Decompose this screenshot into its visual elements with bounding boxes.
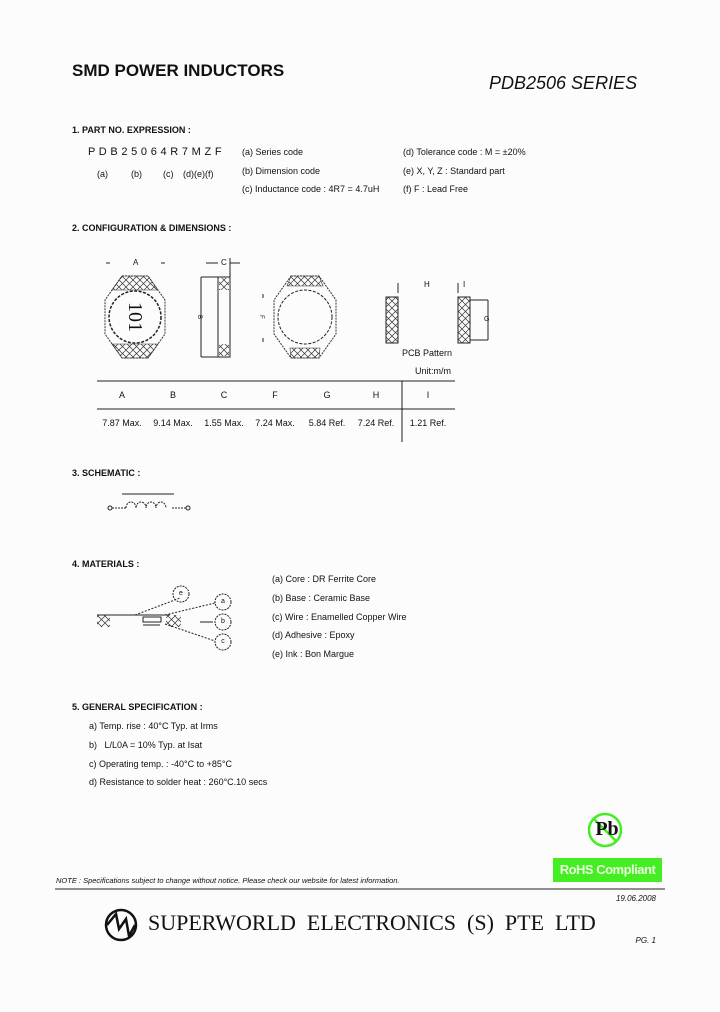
material-item: (d) Adhesive : Epoxy [272,630,355,640]
dim-label-h: H [424,280,430,289]
table-header: I [426,390,430,400]
table-cell: 5.84 Ref. [308,418,346,428]
document-title: SMD POWER INDUCTORS [72,61,285,80]
marker-def: (d)(e)(f) [183,169,214,179]
material-item: (b) Base : Ceramic Base [272,593,371,603]
desc-f: (f) F : Lead Free [403,184,469,194]
marker-c: (c) [163,169,174,179]
table-header: H [372,390,380,400]
callout-c: c [221,638,225,645]
section-heading-spec: 5. GENERAL SPECIFICATION : [72,702,203,712]
table-header: F [272,390,278,400]
material-item: (c) Wire : Enamelled Copper Wire [272,612,407,622]
marker-a: (a) [97,169,108,179]
table-header: C [220,390,228,400]
inductor-schematic-symbol [108,494,190,510]
table-header: A [118,390,126,400]
desc-b: (b) Dimension code [242,166,321,176]
bottom-view-drawing [263,276,336,358]
footer-note: NOTE : Specifications subject to change without notice. Please check our website for latest information. [56,876,400,885]
table-cell: 7.24 Max. [255,418,295,428]
callout-b: b [221,618,225,625]
table-cell: 7.87 Max. [102,418,142,428]
side-view-drawing [201,258,240,357]
table-cell: 7.24 Ref. [357,418,395,428]
dim-label-b: B [196,314,203,320]
material-item: (e) Ink : Bon Margue [272,649,355,659]
spec-item: b) L/L0A = 10% Typ. at Isat [89,740,203,750]
section-heading-part-no: 1. PART NO. EXPRESSION : [72,125,191,135]
material-item: (a) Core : DR Ferrite Core [272,574,377,584]
page-number: PG. 1 [635,936,656,945]
desc-d: (d) Tolerance code : M = ±20% [403,147,526,157]
marker-b: (b) [131,169,142,179]
pb-text: Pb [595,818,619,840]
table-cell: 1.21 Ref. [409,418,447,428]
pcb-pattern-drawing [386,280,488,343]
spec-item: a) Temp. rise : 40°C Typ. at Irms [89,721,218,731]
series-title: PDB2506 SERIES [489,73,638,93]
desc-a: (a) Series code [242,147,304,157]
rohs-compliant-badge: RoHS Compliant [553,858,662,882]
desc-e: (e) X, Y, Z : Standard part [403,166,505,176]
materials-cross-section [97,586,231,650]
dim-label-i: I [463,280,466,289]
dim-label-g: G [484,316,490,323]
section-heading-materials: 4. MATERIALS : [72,559,140,569]
table-header: G [323,390,331,400]
table-cell: 1.55 Max. [204,418,244,428]
dim-label-c: C [221,258,227,267]
table-header: B [169,390,177,400]
desc-c: (c) Inductance code : 4R7 = 4.7uH [242,184,380,194]
marking-text: 101 [124,302,146,332]
dim-label-f: F [257,315,264,319]
callout-a: a [221,598,225,605]
company-logo [106,910,136,940]
dim-label-a: A [133,258,139,267]
section-heading-schematic: 3. SCHEMATIC : [72,468,141,478]
section-heading-config: 2. CONFIGURATION & DIMENSIONS : [72,223,232,233]
part-number-code: P D B 2 5 0 6 4 R 7 M Z F [88,146,222,158]
footer-date: 19.06.2008 [615,894,656,903]
spec-item: c) Operating temp. : -40°C to +85°C [89,759,233,769]
company-name: SUPERWORLD ELECTRONICS (S) PTE LTD [148,910,596,935]
spec-item: d) Resistance to solder heat : 260°C.10 secs [89,777,268,787]
table-cell: 9.14 Max. [153,418,193,428]
pcb-pattern-label: PCB Pattern [402,348,453,358]
unit-label: Unit:m/m [415,366,451,376]
callout-e: e [179,590,183,597]
